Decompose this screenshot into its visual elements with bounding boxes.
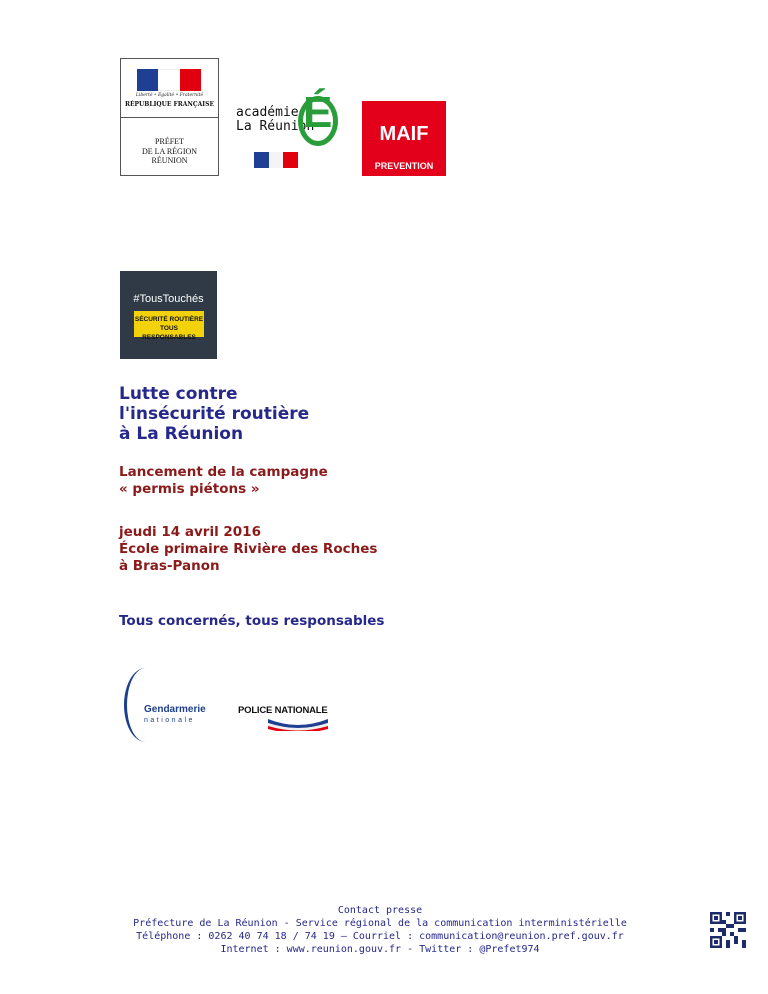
- footer-heading: Contact presse: [337, 905, 423, 916]
- footer-contact: [100, 904, 660, 956]
- academie-line: La Réunion: [236, 119, 315, 134]
- title-line: Lutte contre: [119, 384, 238, 404]
- subtitle-line: Lancement de la campagne: [119, 464, 328, 480]
- page-subtitle: [119, 464, 328, 498]
- prefet-line: RÉUNION: [151, 156, 188, 165]
- campaign-hashtag: #TousTouchés: [133, 293, 204, 305]
- qr-code-icon: [710, 912, 746, 948]
- maif-sub: PREVENTION: [374, 161, 434, 171]
- academie-line: académie: [236, 105, 299, 120]
- academie-flag-icon: [254, 152, 298, 168]
- title-line: l'insécurité routière: [119, 404, 310, 424]
- campaign-logo: [120, 271, 217, 359]
- title-line: à La Réunion: [119, 424, 244, 444]
- republique-francaise: RÉPUBLIQUE FRANÇAISE: [124, 101, 215, 108]
- maif-logo: [362, 101, 446, 176]
- gendarmerie-sub: nationale: [144, 717, 195, 724]
- footer-line: Internet : www.reunion.gouv.fr - Twitter : @Prefet974: [220, 944, 540, 955]
- prefet-line: PRÉFET: [155, 137, 184, 146]
- prefet-logo: [120, 58, 219, 176]
- tagline: Tous concernés, tous responsables: [119, 613, 385, 629]
- maif-word: MAIF: [379, 123, 429, 145]
- footer-line: Préfecture de La Réunion - Service régional de la communication interministérielle: [133, 918, 627, 929]
- campaign-band: [134, 311, 204, 341]
- academie-logo: [236, 82, 346, 180]
- tricolor-swoosh-icon: [268, 717, 328, 731]
- marianne-flag-icon: [137, 69, 201, 91]
- page-title: [119, 384, 309, 444]
- event-details: [119, 524, 377, 575]
- prefet-line: DE LA RÉGION: [141, 146, 198, 156]
- gendarmerie-logo: [120, 668, 210, 744]
- event-town: à Bras-Panon: [119, 558, 220, 574]
- gendarmerie-word: Gendarmerie: [144, 704, 206, 715]
- subtitle-line: « permis piétons »: [119, 481, 260, 497]
- marianne-block: [121, 59, 218, 118]
- event-location: École primaire Rivière des Roches: [119, 541, 378, 557]
- campaign-band-line: SÉCURITÉ ROUTIÈRE: [134, 316, 204, 323]
- campaign-band-line: TOUS RESPONSABLES: [142, 325, 196, 341]
- footer-line: Téléphone : 0262 40 74 18 / 74 19 – Courriel : communication@reunion.pref.gouv.fr: [136, 931, 624, 942]
- academie-e-letter: É: [303, 88, 333, 137]
- republic-motto: Liberté • Égalité • Fraternité: [135, 93, 204, 98]
- prefet-title: [121, 137, 218, 166]
- event-date: jeudi 14 avril 2016: [119, 524, 261, 540]
- police-word: POLICE NATIONALE: [238, 705, 328, 716]
- police-logo: [238, 695, 352, 737]
